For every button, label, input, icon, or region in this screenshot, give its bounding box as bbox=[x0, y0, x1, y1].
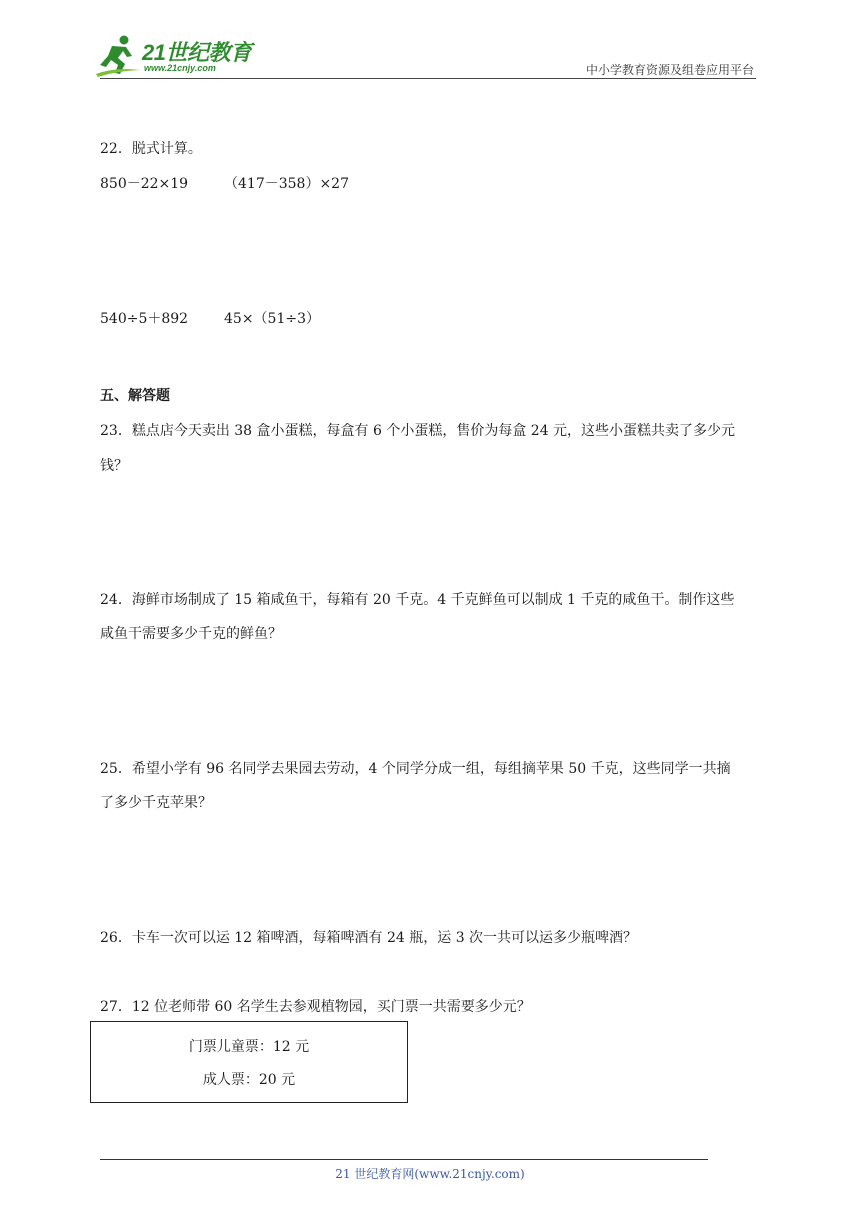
ticket-price-box bbox=[90, 1021, 408, 1103]
question-24-line-1: 24．海鲜市场制成了 15 箱咸鱼干，每箱有 20 千克。4 千克鲜鱼可以制成 1 千克的咸鱼干。制作这些 bbox=[100, 592, 735, 608]
header-platform-text: 中小学教育资源及组卷应用平台 bbox=[585, 63, 754, 77]
question-25-line-1: 25．希望小学有 96 名同学去果园去劳动，4 个同学分成一组，每组摘苹果 50 千克，这些同学一共摘 bbox=[100, 761, 731, 777]
child-ticket-price: 门票儿童票：12 元 bbox=[188, 1039, 310, 1055]
footer-site-link[interactable]: 21 世纪教育网(www.21cnjy.com) bbox=[335, 1167, 525, 1181]
header-divider bbox=[100, 78, 756, 79]
question-24-line-2: 咸鱼干需要多少千克的鲜鱼？ bbox=[100, 626, 282, 642]
q22-expression-3: 540÷5＋892 bbox=[100, 311, 189, 327]
runner-icon bbox=[94, 34, 142, 80]
question-25-line-2: 了多少千克苹果？ bbox=[100, 795, 212, 811]
question-27-line-1: 27．12 位老师带 60 名学生去参观植物园，买门票一共需要多少元？ bbox=[100, 999, 531, 1015]
logo-text: 21世纪教育 bbox=[142, 40, 252, 65]
question-23-line-1: 23．糕点店今天卖出 38 盒小蛋糕，每盒有 6 个小蛋糕，售价为每盒 24 元，这些小蛋糕共卖了多少元 bbox=[100, 423, 736, 439]
site-logo bbox=[94, 34, 264, 80]
question-22-title: 22．脱式计算。 bbox=[100, 141, 202, 157]
q22-expression-1: 850－22×19 bbox=[100, 176, 189, 192]
footer-divider bbox=[100, 1159, 708, 1160]
q22-expression-2: （417－358）×27 bbox=[224, 176, 349, 192]
question-23-line-2: 钱？ bbox=[100, 458, 128, 474]
adult-ticket-price: 成人票：20 元 bbox=[202, 1072, 296, 1088]
q22-expression-4: 45×（51÷3） bbox=[224, 311, 320, 327]
logo-url: www.21cnjy.com bbox=[144, 63, 216, 73]
page-header bbox=[0, 0, 860, 90]
section-5-title: 五、解答题 bbox=[100, 388, 170, 404]
question-26-line-1: 26．卡车一次可以运 12 箱啤酒，每箱啤酒有 24 瓶，运 3 次一共可以运多少瓶啤酒？ bbox=[100, 930, 638, 946]
